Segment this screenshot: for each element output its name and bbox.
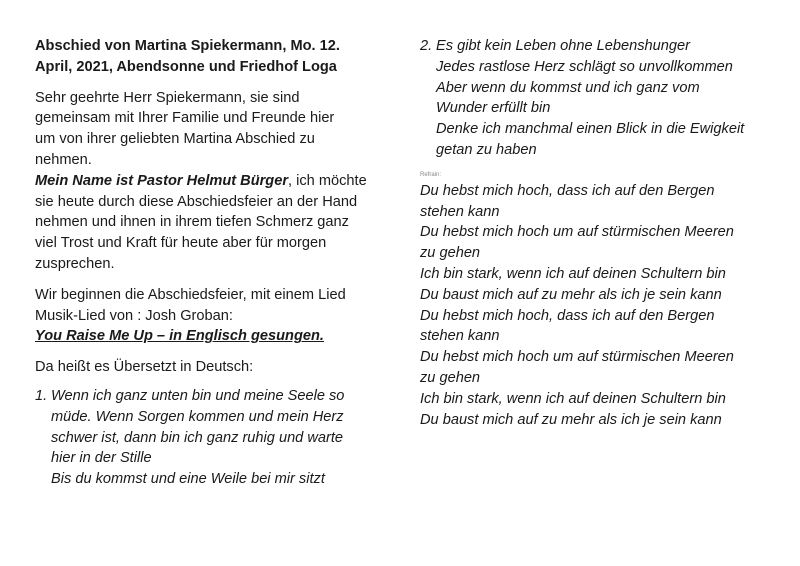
pastor-rest: , ich möchte — [288, 172, 367, 189]
refrain-line: Du hebst mich hoch, dass ich auf den Bergen — [420, 307, 715, 324]
verse-line: müde. Wenn Sorgen kommen und mein Herz — [51, 408, 344, 425]
verse-line: Wenn ich ganz unten bin und meine Seele so — [51, 387, 345, 404]
verse-2 — [420, 36, 790, 161]
title-line: April, 2021, Abendsonne und Friedhof Loga — [35, 58, 337, 75]
text-line: nehmen. — [35, 151, 92, 168]
title-line: Abschied von Martina Spiekermann, Mo. 12. — [35, 38, 340, 54]
refrain-line: Ich bin stark, wenn ich auf deinen Schultern bin — [420, 265, 726, 282]
text-line: um von ihrer geliebten Martina Abschied zu — [35, 131, 315, 148]
verse-line: Es gibt kein Leben ohne Lebenshunger — [436, 38, 690, 54]
verse-number: 2. — [420, 38, 433, 54]
text-line: Musik-Lied von : Josh Groban: — [35, 307, 233, 324]
refrain-line: zu gehen — [420, 369, 481, 386]
text-line: Wir beginnen die Abschiedsfeier, mit einem Lied — [35, 286, 346, 303]
verse-line: Jedes rastlose Herz schlägt so unvollkommen — [436, 58, 733, 75]
translation-intro: Da heißt es Übersetzt in Deutsch: — [35, 359, 254, 376]
refrain-line: zu gehen — [420, 245, 481, 262]
refrain-line: stehen kann — [420, 328, 500, 345]
refrain-line: stehen kann — [420, 203, 500, 220]
text-line: viel Trost und Kraft für heute aber für morgen — [35, 235, 327, 252]
refrain-label: Refrain: — [420, 171, 442, 178]
refrain-line: Du hebst mich hoch, dass ich auf den Bergen — [420, 182, 715, 199]
song-intro — [35, 285, 395, 347]
document-title — [35, 36, 395, 78]
intro-paragraph — [35, 88, 395, 275]
left-column — [35, 36, 395, 490]
text-line: zusprechen. — [35, 255, 115, 272]
text-line: nehmen und ihnen in ihrem tiefen Schmerz ganz — [35, 214, 349, 231]
verse-line: Bis du kommst und eine Weile bei mir sitzt — [51, 471, 325, 488]
pastor-line — [35, 171, 395, 192]
verse-number: 1. — [35, 387, 48, 404]
text-line: sie heute durch diese Abschiedsfeier an der Hand — [35, 193, 358, 210]
verse-line: Aber wenn du kommst und ich ganz vom — [436, 79, 700, 96]
song-title: You Raise Me Up – in Englisch gesungen. — [35, 328, 324, 345]
verse-line: Wunder erfüllt bin — [436, 100, 551, 117]
refrain-line: Du baust mich auf zu mehr als ich je sein kann — [420, 411, 722, 428]
refrain-line: Du hebst mich hoch um auf stürmischen Meeren — [420, 349, 734, 366]
verse-1 — [35, 386, 395, 490]
verse-line: Denke ich manchmal einen Blick in die Ewigkeit — [436, 121, 745, 138]
verse-line: schwer ist, dann bin ich ganz ruhig und warte — [51, 429, 344, 446]
refrain-line: Ich bin stark, wenn ich auf deinen Schultern bin — [420, 390, 726, 407]
refrain-line: Du hebst mich hoch um auf stürmischen Meeren — [420, 224, 734, 241]
refrain — [420, 181, 790, 431]
refrain-line: Du baust mich auf zu mehr als ich je sein kann — [420, 286, 722, 303]
text-line: Sehr geehrte Herr Spiekermann, sie sind — [35, 89, 300, 106]
pastor-name: Mein Name ist Pastor Helmut Bürger — [35, 172, 289, 189]
text-line: gemeinsam mit Ihrer Familie und Freunde hier — [35, 110, 335, 127]
verse-line: hier in der Stille — [51, 450, 152, 467]
verse-line: getan zu haben — [436, 141, 537, 158]
right-column — [420, 36, 790, 430]
